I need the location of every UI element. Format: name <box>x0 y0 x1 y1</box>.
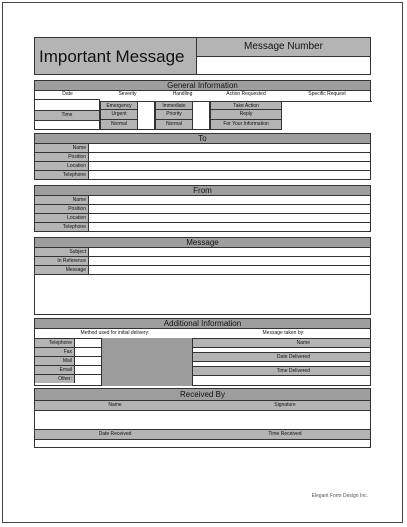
message-number-label-box <box>196 37 371 57</box>
to-row <box>34 144 371 153</box>
action-reply[interactable]: Reply <box>210 110 282 120</box>
time-label: Time <box>35 110 100 120</box>
message-number-field[interactable] <box>196 56 371 75</box>
to-field-input[interactable] <box>89 162 370 170</box>
from-row <box>34 223 371 232</box>
to-field-input[interactable] <box>89 171 370 179</box>
col-handling: Handling <box>172 91 193 97</box>
col-specific: Specific Request <box>308 91 346 97</box>
received-date-label: Date Received <box>98 431 132 437</box>
action-fyi[interactable]: For Your Information <box>210 120 282 130</box>
from-field-label: Location <box>35 214 89 222</box>
message-row <box>34 248 371 257</box>
delivery-method-checkbox[interactable] <box>75 347 101 356</box>
delivery-method-label: Telephone <box>35 338 75 347</box>
to-row <box>34 162 371 171</box>
to-field-input[interactable] <box>89 144 370 152</box>
delivery-method-label: Mail <box>35 356 75 365</box>
taken-by-field-label: Date Delivered <box>193 352 370 361</box>
additional-section-header: Additional Information <box>34 318 371 329</box>
from-field-input[interactable] <box>89 214 370 222</box>
delivery-method-label: Fax <box>35 347 75 356</box>
to-field-input[interactable] <box>89 153 370 161</box>
message-section-header: Message <box>34 237 371 248</box>
message-row <box>34 266 371 275</box>
from-field-input[interactable] <box>89 205 370 213</box>
delivery-method-checkbox[interactable] <box>75 365 101 374</box>
handling-normal[interactable]: Normal <box>155 120 193 130</box>
method-grey-block <box>101 338 193 386</box>
from-section-header: From <box>34 185 371 196</box>
specific-request-field[interactable] <box>282 101 372 130</box>
handling-checkboxes <box>193 101 210 130</box>
handling-immediate[interactable]: Immediate <box>155 101 193 110</box>
handling-priority[interactable]: Priority <box>155 110 193 120</box>
to-field-label: Telephone <box>35 171 89 179</box>
from-field-label: Telephone <box>35 223 89 231</box>
taken-by-field-input[interactable] <box>193 375 370 380</box>
severity-emergency[interactable]: Emergency <box>100 101 138 110</box>
received-name-label: Name <box>108 402 122 408</box>
message-field-label: In Reference <box>35 257 89 265</box>
to-field-label: Location <box>35 162 89 170</box>
received-name-field[interactable] <box>35 410 370 430</box>
message-field-input[interactable] <box>89 257 370 265</box>
taken-by-field-label: Name <box>193 338 370 347</box>
received-date-field[interactable] <box>35 439 370 447</box>
received-table <box>34 400 371 448</box>
from-field-input[interactable] <box>89 196 370 204</box>
from-row <box>34 214 371 223</box>
message-row <box>34 257 371 266</box>
from-field-input[interactable] <box>89 223 370 231</box>
severity-urgent[interactable]: Urgent <box>100 110 138 120</box>
general-table <box>34 90 371 130</box>
message-field-input[interactable] <box>89 248 370 256</box>
to-row <box>34 171 371 180</box>
message-field-label: Message <box>35 266 89 274</box>
message-field-input[interactable] <box>89 266 370 274</box>
delivery-method-label: Other: <box>35 374 75 383</box>
footer-credit: Elegant Form Design Inc. <box>311 493 368 499</box>
page-title: Important Message <box>39 47 185 66</box>
received-date-label-bar <box>35 430 370 439</box>
message-number-label: Message Number <box>244 41 323 52</box>
method-label: Method used for initial delivery: <box>80 330 150 336</box>
delivery-method-checkbox[interactable] <box>75 374 101 383</box>
to-row <box>34 153 371 162</box>
action-take[interactable]: Take Action <box>210 101 282 110</box>
taken-by-label: Message taken by: <box>262 330 305 336</box>
taken-by-field-label: Time Delivered <box>193 366 370 375</box>
date-field[interactable] <box>35 99 100 110</box>
delivery-method-checkbox[interactable] <box>75 338 101 347</box>
received-section-header: Received By <box>34 388 371 401</box>
to-field-label: Name <box>35 144 89 152</box>
form-page <box>2 2 403 523</box>
col-action: Action Requested <box>226 91 266 97</box>
from-field-label: Position <box>35 205 89 213</box>
received-time-label: Time Received <box>268 431 302 437</box>
col-severity: Severity <box>118 91 137 97</box>
received-signature-label: Signature <box>274 402 296 408</box>
delivery-method-checkbox[interactable] <box>75 356 101 365</box>
from-field-label: Name <box>35 196 89 204</box>
severity-normal[interactable]: Normal <box>100 120 138 130</box>
to-field-label: Position <box>35 153 89 161</box>
delivery-method-label: Email <box>35 365 75 374</box>
message-body-field[interactable] <box>34 275 371 315</box>
message-field-label: Subject <box>35 248 89 256</box>
to-section-header: To <box>34 133 371 144</box>
col-date: Date <box>62 91 73 97</box>
received-name-label-bar <box>35 401 370 410</box>
general-section-header: General Information <box>34 80 371 91</box>
from-row <box>34 205 371 214</box>
title-box <box>34 37 197 75</box>
from-row <box>34 196 371 205</box>
severity-checkboxes <box>138 101 155 130</box>
time-field[interactable] <box>35 120 100 129</box>
